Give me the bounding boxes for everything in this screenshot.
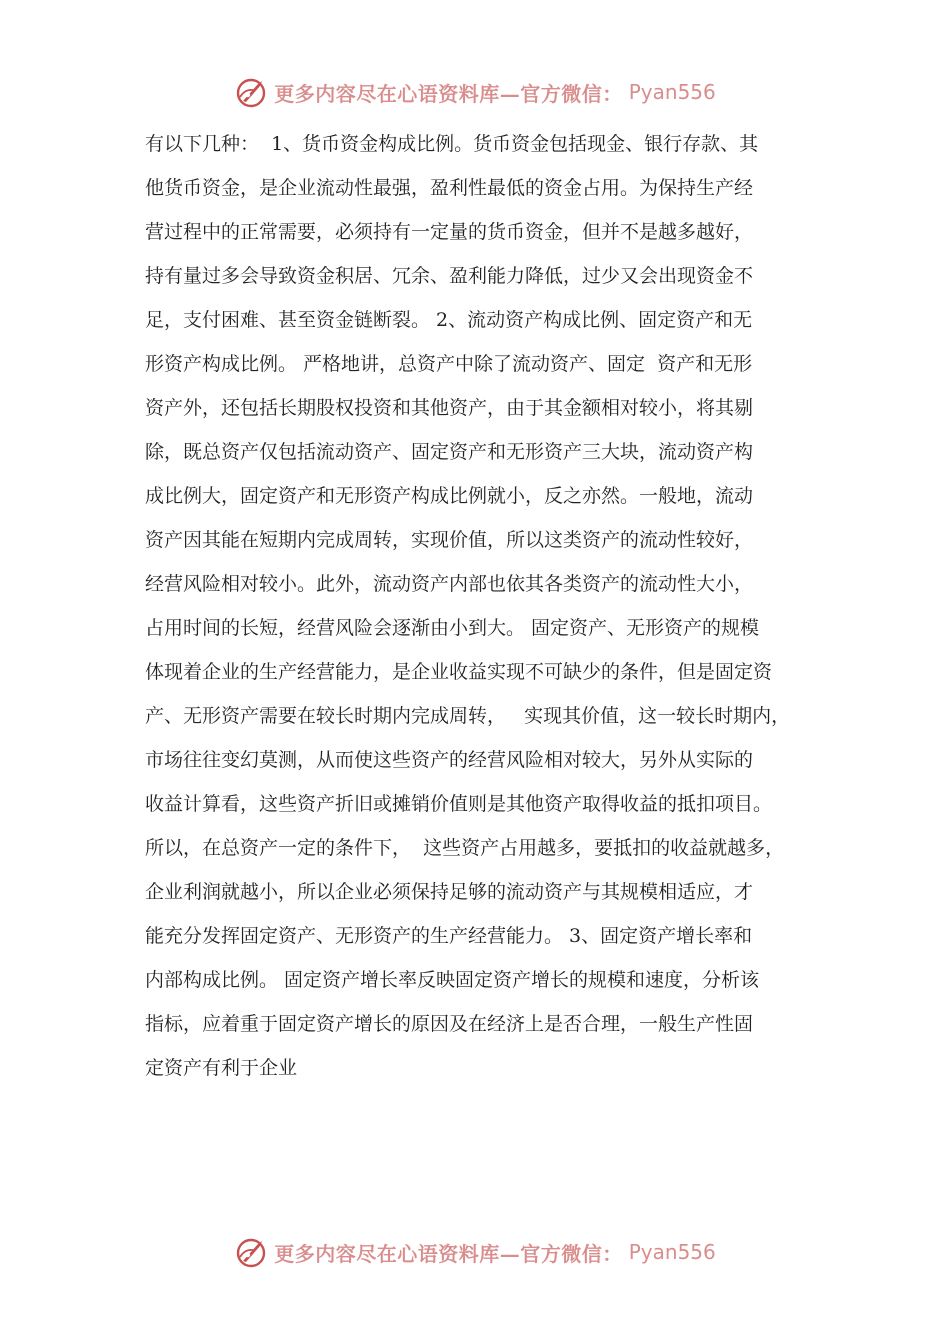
text-line: 占用时间的长短，经营风险会逐渐由小到大。 固定资产、无形资产的规模 [145, 617, 760, 639]
text-line: 有以下几种： 1、货币资金构成比例。货币资金包括现金、银行存款、其 [145, 133, 759, 155]
watermark-text: 更多内容尽在心语资料库—官方微信： [274, 81, 623, 106]
text-line: 所以，在总资产一定的条件下， 这些资产占用越多，要抵扣的收益就越多， [145, 837, 785, 859]
text-line: 足，支付困难、甚至资金链断裂。 2、流动资产构成比例、固定资产和无 [145, 309, 753, 331]
text-line: 资产外，还包括长期股权投资和其他资产，由于其金额相对较小，将其剔 [145, 397, 754, 419]
header-watermark [0, 72, 950, 112]
footer-watermark [0, 1232, 950, 1272]
text-line: 收益计算看，这些资产折旧或摊销价值则是其他资产取得收益的抵扣项目。 [145, 793, 773, 815]
document-body [145, 122, 825, 1090]
text-line: 市场往往变幻莫测，从而使这些资产的经营风险相对较大，另外从实际的 [145, 749, 754, 771]
text-line: 定资产有利于企业 [145, 1057, 298, 1079]
text-line: 经营风险相对较小。此外，流动资产内部也依其各类资产的流动性大小， [145, 573, 754, 595]
text-line: 持有量过多会导致资金积居、冗余、盈利能力降低，过少又会出现资金不 [145, 265, 754, 287]
text-line: 企业利润就越小，所以企业必须保持足够的流动资产与其规模相适应，才 [145, 881, 754, 903]
watermark-wechat-id: Pyan556 [628, 80, 716, 104]
text-line: 内部构成比例。 固定资产增长率反映固定资产增长的规模和速度，分析该 [145, 969, 760, 991]
text-line: 产、无形资产需要在较长时期内完成周转， 实现其价值，这一较长时期内， [145, 705, 791, 727]
watermark-text: 更多内容尽在心语资料库—官方微信： [274, 1241, 623, 1266]
text-line: 体现着企业的生产经营能力，是企业收益实现不可缺少的条件，但是固定资 [145, 661, 773, 683]
watermark-wechat-id: Pyan556 [628, 1240, 716, 1264]
text-line: 成比例大，固定资产和无形资产构成比例就小，反之亦然。一般地，流动 [145, 485, 754, 507]
text-line: 营过程中的正常需要，必须持有一定量的货币资金，但并不是越多越好， [145, 221, 754, 243]
text-line: 指标，应着重于固定资产增长的原因及在经济上是否合理，一般生产性固 [145, 1013, 754, 1035]
text-line: 他货币资金，是企业流动性最强，盈利性最低的资金占用。为保持生产经 [145, 177, 754, 199]
text-line: 能充分发挥固定资产、无形资产的生产经营能力。 3、固定资产增长率和 [145, 925, 753, 947]
pen-logo-icon [234, 75, 268, 109]
text-line: 除，既总资产仅包括流动资产、固定资产和无形资产三大块，流动资产构 [145, 441, 754, 463]
text-line: 资产因其能在短期内完成周转，实现价值，所以这类资产的流动性较好， [145, 529, 754, 551]
text-line: 形资产构成比例。 严格地讲，总资产中除了流动资产、固定 资产和无形 [145, 353, 753, 375]
pen-logo-icon [234, 1235, 268, 1269]
